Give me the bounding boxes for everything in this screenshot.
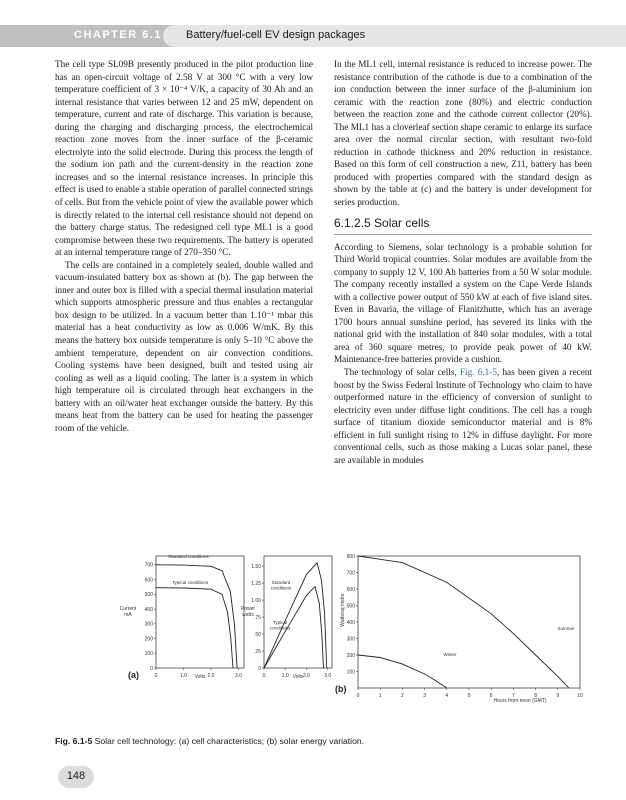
series-label — [443, 652, 457, 657]
series-point — [306, 595, 307, 596]
x-tick-label: 1.0 — [281, 673, 289, 679]
series-point — [326, 668, 327, 669]
series-point — [435, 680, 436, 681]
series-point — [264, 668, 265, 669]
x-tick-label: 0 — [262, 673, 266, 679]
y-axis-label-line: watts — [242, 612, 254, 618]
x-tick-label: 0 — [154, 673, 158, 679]
p3-text-after: , has been given a recent boost by the Swiss Federal Institute of Technology who claim to have outperformed nature in the efficiency of conversion of sunlight to electricity even under diffuse light conditions. The cell has a rough surface of titanium dioxide semiconductor material and is 8% efficient in full sunlight rising to 12% in diffuse daylight. For more conventional cells, such as those making a Lucas solar panel, these are available in modules — [334, 367, 592, 465]
x-tick-label: 4 — [445, 693, 449, 699]
y-tick-label: 100 — [144, 651, 153, 658]
x-tick-label: 5 — [467, 693, 471, 699]
left-paragraph-1: The cell type SL09B presently produced in the pilot production line has an open-circuit voltage of 2.58 V at 300 °C with a very low temperature coefficient of 3 × 10⁻⁴ V/K, a capacity of 30 Ah and an internal resistance that varies between 12 and 25 mW, dependent on temperature, current and rate of discharge. This variation is because, during the charging and discharging process, the electrochemical reaction zone moves from the inner surface of the β-ceramic electrolyte into the solid electrode. During this process the length of the sodium ion path and the current-density in the reaction zone increases and so the internal resistance increases. In principle this effect is used to enable a stable operation of parallel connected strings of cells. But from the vehicle point of view the available power which is directly related to the internal cell resistance should not depend on the battery charge status. The redesigned cell type ML1 is a good compromise between these two requirements. The battery is operated at an internal temperature range of 270–350 °C. — [55, 59, 313, 258]
series-point — [183, 588, 184, 589]
figure-caption — [55, 736, 364, 746]
y-tick-label: 800 — [346, 553, 355, 560]
series-point — [319, 603, 320, 604]
series-line — [358, 556, 569, 688]
series-point — [285, 631, 286, 632]
y-tick-label: 400 — [144, 606, 153, 613]
panel-a-label: (a) — [128, 670, 139, 680]
current-voltage-chart — [120, 554, 244, 680]
series-label-line: Standard — [271, 580, 291, 585]
p3-text-before: The technology of solar cells, — [344, 367, 460, 378]
y-tick-label: 300 — [346, 636, 355, 643]
series-label-line: Winter — [443, 652, 457, 657]
x-tick-label: 9 — [556, 693, 560, 699]
x-tick-label: 6 — [489, 693, 493, 699]
series-line — [358, 655, 447, 688]
x-axis-label: Hours from noon (GMT) — [493, 698, 547, 704]
series-point — [315, 586, 316, 587]
series-point — [424, 674, 425, 675]
y-tick-label: 500 — [144, 592, 153, 599]
y-tick-label: 200 — [346, 652, 355, 659]
series-point — [358, 556, 359, 557]
y-axis-label-line: Power — [240, 606, 256, 612]
caption-text: Solar cell technology: (a) cell characteristics; (b) solar energy variation. — [92, 736, 365, 746]
y-tick-label: 0 — [150, 665, 153, 672]
series-point — [233, 668, 234, 669]
series-label: Standard conditions — [168, 554, 209, 559]
y-tick-label: .25 — [254, 648, 261, 655]
series-label-line: conditions — [270, 585, 292, 591]
x-tick-label: 0 — [356, 693, 360, 699]
solar-energy-chart — [340, 554, 583, 704]
x-tick-label: 1.0 — [180, 673, 187, 679]
x-tick-label: 3.0 — [324, 673, 332, 679]
series-point — [211, 566, 212, 567]
y-tick-label: 1.50 — [251, 563, 261, 570]
series-point — [402, 664, 403, 665]
figure-link[interactable]: Fig. 6.1-5 — [459, 367, 497, 378]
y-axis-label: Watts/sq metre — [340, 593, 346, 627]
series-point — [358, 655, 359, 656]
series-label — [270, 620, 291, 631]
y-axis-label-line: Current — [120, 606, 137, 612]
left-paragraph-2: The cells are contained in a completely sealed, double walled and vacuum-insulated battery box as shown at (b). The gap between the inner and outer box is filled with a special thermal insulation material which supports atmospheric pressure and thus enables a rectangular box design to be utilized. In a vacuum better than 1.10⁻¹ mbar this material has a heat conductivity as low as 0.006 W/mK. By this means the battery box outside temperature is only 5–10 °C above the ambient temperature, dependent on air convection conditions. Cooling systems have been designed, built and tested using air cooling as well as a liquid cooling. The latter is a system in which high temperature oil is circulated through heat exchangers in the battery with an oil/water heat exchanger outside the battery. By this means heat from the battery can be used for heating the passenger room of the vehicle. — [55, 259, 313, 433]
running-title: Battery/fuel-cell EV design packages — [186, 29, 366, 41]
x-axis-label: Volts — [292, 674, 304, 680]
y-tick-label: 200 — [144, 636, 153, 643]
y-tick-label: 1.00 — [251, 597, 261, 604]
x-axis-label: Volts — [194, 674, 206, 680]
caption-label: Fig. 6.1-5 — [55, 736, 93, 746]
series-point — [156, 564, 157, 565]
chapter-label: CHAPTER 6.1 — [74, 29, 163, 41]
x-tick-label: 2.0 — [303, 673, 310, 679]
y-axis-label — [120, 606, 137, 618]
x-tick-label: 10 — [577, 693, 583, 699]
series-point — [446, 688, 447, 689]
series-point — [317, 562, 318, 563]
panel-b-label: (b) — [335, 684, 347, 694]
left-column — [55, 58, 313, 434]
x-tick-label: 8 — [534, 693, 537, 699]
series-label-line: conditions — [269, 625, 291, 631]
series-point — [491, 613, 492, 614]
y-tick-label: 700 — [346, 570, 355, 577]
x-tick-label: 3 — [423, 693, 426, 699]
series-point — [183, 565, 184, 566]
series-point — [513, 633, 514, 634]
page-number: 148 — [66, 770, 86, 782]
right-column — [334, 58, 592, 466]
series-point — [211, 589, 212, 590]
series-point — [306, 574, 307, 575]
y-tick-label: 1.25 — [251, 580, 261, 587]
y-tick-label: 600 — [346, 586, 355, 593]
figure-6-1-5 — [120, 548, 610, 710]
y-tick-label: .75 — [254, 614, 261, 621]
series-point — [535, 655, 536, 656]
series-point — [234, 623, 235, 624]
series-point — [380, 657, 381, 658]
series-line — [156, 588, 233, 668]
section-heading-solar-cells: 6.1.2.5 Solar cells — [334, 215, 592, 235]
right-paragraph-1: In the ML1 cell, internal resistance is reduced to increase power. The resistance contribution of the cathode is due to a combination of the ion conduction between the inner surface of the β-aluminium ion ceramic with the reaction zone (80%) and electric conduction between the reaction zone and the cathode current collector (20%). The ML1 has a cloverleaf section shape ceramic to enlarge its surface area over the normal circular section, with resultant two-fold reduction in cathode thickness and 20% reduction in resistance. Based on this form of cell construction a new, Z11, battery has been produced with properties compared with the standard design as shown by the table at (c) and the battery is under development for series production. — [334, 59, 592, 208]
y-tick-label: 700 — [144, 562, 153, 569]
right-paragraph-3 — [334, 366, 592, 466]
x-tick-label: 2.0 — [207, 673, 215, 679]
x-tick-label: 3.0 — [235, 673, 242, 679]
series-point — [156, 587, 157, 588]
series-point — [230, 638, 231, 639]
series-point — [227, 612, 228, 613]
series-label-line: Summer — [557, 626, 575, 631]
series-point — [569, 688, 570, 689]
y-axis-label-line: mA — [124, 612, 132, 618]
series-point — [321, 579, 322, 580]
plot-frame — [358, 556, 580, 688]
series-point — [557, 676, 558, 677]
x-tick-label: 2 — [401, 693, 404, 699]
series-label — [557, 626, 575, 631]
series-point — [402, 562, 403, 563]
y-tick-label: 100 — [346, 669, 355, 676]
y-tick-label: 600 — [144, 577, 153, 584]
y-tick-label: .50 — [254, 631, 261, 638]
power-voltage-chart — [241, 556, 332, 680]
y-tick-label: 300 — [144, 621, 153, 628]
plot-frame — [156, 556, 244, 668]
y-tick-label: 0 — [258, 665, 261, 672]
y-tick-label: 500 — [346, 603, 355, 610]
series-point — [321, 634, 322, 635]
series-label: Typical conditions — [172, 580, 209, 585]
figure-svg — [120, 548, 610, 710]
series-point — [222, 594, 223, 595]
series-point — [446, 582, 447, 583]
series-point — [237, 668, 238, 669]
y-axis-label — [241, 606, 256, 618]
series-label-line: Typical — [272, 620, 288, 625]
series-point — [222, 570, 223, 571]
series-point — [324, 613, 325, 614]
y-tick-label: 400 — [346, 619, 355, 626]
x-tick-label: 1 — [378, 693, 382, 699]
series-point — [230, 591, 231, 592]
right-paragraph-2: According to Siemens, solar technology is a probable solution for Third World tropical countries. Solar modules are available from the company to supply 12 V, 100 Ah batteries from a 50 W solar module. The company recently installed a system on the Cape Verde Islands with a collective power output of 550 kW at each of five island sites. Even in Bavaria, the village of Flanitzhutte, which has an average 1700 hours annual sunshine period, has severed its links with the national grid with the installation of 840 solar modules, with a total area of 360 square metres, to provide peak power of 40 kW. Maintenance-free batteries provide a cushion. — [334, 241, 592, 365]
x-tick-label: 7 — [512, 693, 515, 699]
series-point — [323, 668, 324, 669]
series-label — [271, 580, 292, 591]
